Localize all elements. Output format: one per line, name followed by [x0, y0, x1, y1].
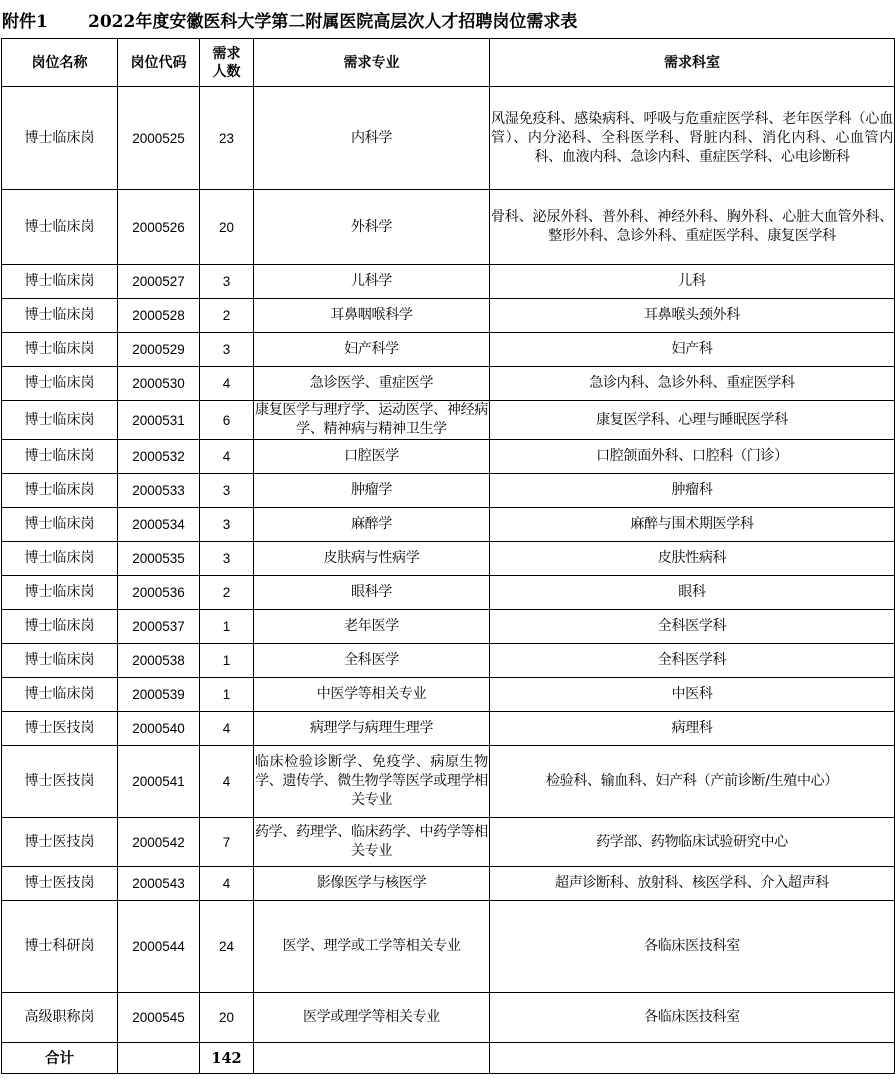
post-name-cell: 博士临床岗 — [2, 474, 118, 508]
annex-label: 附件1 — [2, 11, 48, 32]
table-row — [2, 333, 895, 367]
header-count-line2: 人数 — [212, 63, 241, 80]
recruitment-table — [1, 38, 895, 1074]
major-cell: 耳鼻咽喉科学 — [254, 299, 490, 333]
table-row — [2, 818, 895, 867]
total-label: 合计 — [2, 1043, 118, 1074]
table-row — [2, 367, 895, 401]
count-cell: 2 — [200, 299, 254, 333]
post-name-cell: 博士临床岗 — [2, 333, 118, 367]
dept-cell: 检验科、输血科、妇产科（产前诊断/生殖中心） — [490, 746, 895, 818]
post-name-cell: 博士临床岗 — [2, 542, 118, 576]
major-cell: 临床检验诊断学、免疫学、病原生物学、遗传学、微生物学等医学或理学相关专业 — [254, 746, 490, 818]
count-cell: 4 — [200, 867, 254, 901]
major-cell: 肿瘤学 — [254, 474, 490, 508]
count-cell: 3 — [200, 474, 254, 508]
table-row — [2, 440, 895, 474]
major-cell: 外科学 — [254, 190, 490, 265]
count-cell: 20 — [200, 190, 254, 265]
dept-cell: 风湿免疫科、感染病科、呼吸与危重症医学科、老年医学科（心血管）、内分泌科、全科医学科、肾脏内科、消化内科、心血管内科、血液内科、急诊内科、重症医学科、心电诊断科 — [490, 87, 895, 190]
post-name-cell: 博士医技岗 — [2, 746, 118, 818]
table-row — [2, 678, 895, 712]
count-cell: 4 — [200, 746, 254, 818]
dept-cell: 全科医学科 — [490, 644, 895, 678]
post-code-cell: 2000542 — [118, 818, 200, 867]
dept-cell: 皮肤性病科 — [490, 542, 895, 576]
post-code-cell: 2000533 — [118, 474, 200, 508]
post-name-cell: 博士科研岗 — [2, 901, 118, 993]
post-name-cell: 博士临床岗 — [2, 610, 118, 644]
count-cell: 6 — [200, 401, 254, 440]
header-major: 需求专业 — [254, 39, 490, 87]
major-cell: 妇产科学 — [254, 333, 490, 367]
post-code-cell: 2000537 — [118, 610, 200, 644]
post-code-cell: 2000534 — [118, 508, 200, 542]
header-post-name: 岗位名称 — [2, 39, 118, 87]
major-cell: 康复医学与理疗学、运动医学、神经病学、精神病与精神卫生学 — [254, 401, 490, 440]
post-name-cell: 博士临床岗 — [2, 508, 118, 542]
table-row — [2, 644, 895, 678]
post-name-cell: 博士临床岗 — [2, 87, 118, 190]
major-cell: 病理学与病理生理学 — [254, 712, 490, 746]
dept-cell: 眼科 — [490, 576, 895, 610]
total-count: 142 — [200, 1043, 254, 1074]
major-cell: 老年医学 — [254, 610, 490, 644]
header-dept: 需求科室 — [490, 39, 895, 87]
post-code-cell: 2000541 — [118, 746, 200, 818]
dept-cell: 康复医学科、心理与睡眠医学科 — [490, 401, 895, 440]
major-cell: 内科学 — [254, 87, 490, 190]
count-cell: 1 — [200, 678, 254, 712]
dept-cell: 急诊内科、急诊外科、重症医学科 — [490, 367, 895, 401]
count-cell: 4 — [200, 367, 254, 401]
total-row — [2, 1043, 895, 1074]
total-empty-dept — [490, 1043, 895, 1074]
post-name-cell: 高级职称岗 — [2, 993, 118, 1043]
count-cell: 7 — [200, 818, 254, 867]
count-cell: 1 — [200, 644, 254, 678]
post-name-cell: 博士医技岗 — [2, 867, 118, 901]
dept-cell: 骨科、泌尿外科、普外科、神经外科、胸外科、心脏大血管外科、整形外科、急诊外科、重症医学科、康复医学科 — [490, 190, 895, 265]
major-cell: 中医学等相关专业 — [254, 678, 490, 712]
major-cell: 全科医学 — [254, 644, 490, 678]
table-row — [2, 508, 895, 542]
post-name-cell: 博士临床岗 — [2, 440, 118, 474]
post-code-cell: 2000543 — [118, 867, 200, 901]
major-cell: 影像医学与核医学 — [254, 867, 490, 901]
major-cell: 医学、理学或工学等相关专业 — [254, 901, 490, 993]
dept-cell: 全科医学科 — [490, 610, 895, 644]
table-row — [2, 87, 895, 190]
document-title: 2022年度安徽医科大学第二附属医院高层次人才招聘岗位需求表 — [88, 11, 578, 32]
post-code-cell: 2000536 — [118, 576, 200, 610]
dept-cell: 肿瘤科 — [490, 474, 895, 508]
post-name-cell: 博士临床岗 — [2, 576, 118, 610]
post-code-cell: 2000531 — [118, 401, 200, 440]
major-cell: 麻醉学 — [254, 508, 490, 542]
table-row — [2, 610, 895, 644]
dept-cell: 儿科 — [490, 265, 895, 299]
post-code-cell: 2000528 — [118, 299, 200, 333]
major-cell: 医学或理学等相关专业 — [254, 993, 490, 1043]
post-code-cell: 2000525 — [118, 87, 200, 190]
post-code-cell: 2000532 — [118, 440, 200, 474]
post-name-cell: 博士临床岗 — [2, 644, 118, 678]
table-row — [2, 901, 895, 993]
count-cell: 4 — [200, 712, 254, 746]
post-code-cell: 2000526 — [118, 190, 200, 265]
post-name-cell: 博士医技岗 — [2, 818, 118, 867]
dept-cell: 超声诊断科、放射科、核医学科、介入超声科 — [490, 867, 895, 901]
post-name-cell: 博士医技岗 — [2, 712, 118, 746]
table-row — [2, 993, 895, 1043]
table-row — [2, 265, 895, 299]
post-code-cell: 2000529 — [118, 333, 200, 367]
count-cell: 20 — [200, 993, 254, 1043]
dept-cell: 口腔颌面外科、口腔科（门诊） — [490, 440, 895, 474]
table-row — [2, 712, 895, 746]
post-code-cell: 2000530 — [118, 367, 200, 401]
post-name-cell: 博士临床岗 — [2, 299, 118, 333]
post-code-cell: 2000527 — [118, 265, 200, 299]
document-title-bar — [0, 0, 895, 38]
post-code-cell: 2000545 — [118, 993, 200, 1043]
header-count — [200, 39, 254, 87]
count-cell: 2 — [200, 576, 254, 610]
table-row — [2, 299, 895, 333]
total-empty-code — [118, 1043, 200, 1074]
dept-cell: 妇产科 — [490, 333, 895, 367]
major-cell: 眼科学 — [254, 576, 490, 610]
dept-cell: 病理科 — [490, 712, 895, 746]
count-cell: 23 — [200, 87, 254, 190]
post-code-cell: 2000544 — [118, 901, 200, 993]
count-cell: 3 — [200, 542, 254, 576]
major-cell: 儿科学 — [254, 265, 490, 299]
dept-cell: 各临床医技科室 — [490, 993, 895, 1043]
major-cell: 药学、药理学、临床药学、中药学等相关专业 — [254, 818, 490, 867]
dept-cell: 麻醉与围术期医学科 — [490, 508, 895, 542]
post-code-cell: 2000539 — [118, 678, 200, 712]
count-cell: 4 — [200, 440, 254, 474]
table-row — [2, 746, 895, 818]
dept-cell: 药学部、药物临床试验研究中心 — [490, 818, 895, 867]
count-cell: 1 — [200, 610, 254, 644]
total-empty-major — [254, 1043, 490, 1074]
count-cell: 3 — [200, 333, 254, 367]
post-name-cell: 博士临床岗 — [2, 190, 118, 265]
post-code-cell: 2000535 — [118, 542, 200, 576]
post-name-cell: 博士临床岗 — [2, 401, 118, 440]
post-code-cell: 2000538 — [118, 644, 200, 678]
dept-cell: 中医科 — [490, 678, 895, 712]
table-row — [2, 867, 895, 901]
post-code-cell: 2000540 — [118, 712, 200, 746]
dept-cell: 各临床医技科室 — [490, 901, 895, 993]
table-row — [2, 542, 895, 576]
major-cell: 急诊医学、重症医学 — [254, 367, 490, 401]
table-row — [2, 576, 895, 610]
header-count-line1: 需求 — [212, 45, 241, 62]
header-post-code: 岗位代码 — [118, 39, 200, 87]
post-name-cell: 博士临床岗 — [2, 367, 118, 401]
major-cell: 口腔医学 — [254, 440, 490, 474]
post-name-cell: 博士临床岗 — [2, 678, 118, 712]
count-cell: 24 — [200, 901, 254, 993]
dept-cell: 耳鼻喉头颈外科 — [490, 299, 895, 333]
count-cell: 3 — [200, 508, 254, 542]
header-row — [2, 39, 895, 87]
table-row — [2, 401, 895, 440]
major-cell: 皮肤病与性病学 — [254, 542, 490, 576]
table-row — [2, 474, 895, 508]
table-row — [2, 190, 895, 265]
post-name-cell: 博士临床岗 — [2, 265, 118, 299]
count-cell: 3 — [200, 265, 254, 299]
